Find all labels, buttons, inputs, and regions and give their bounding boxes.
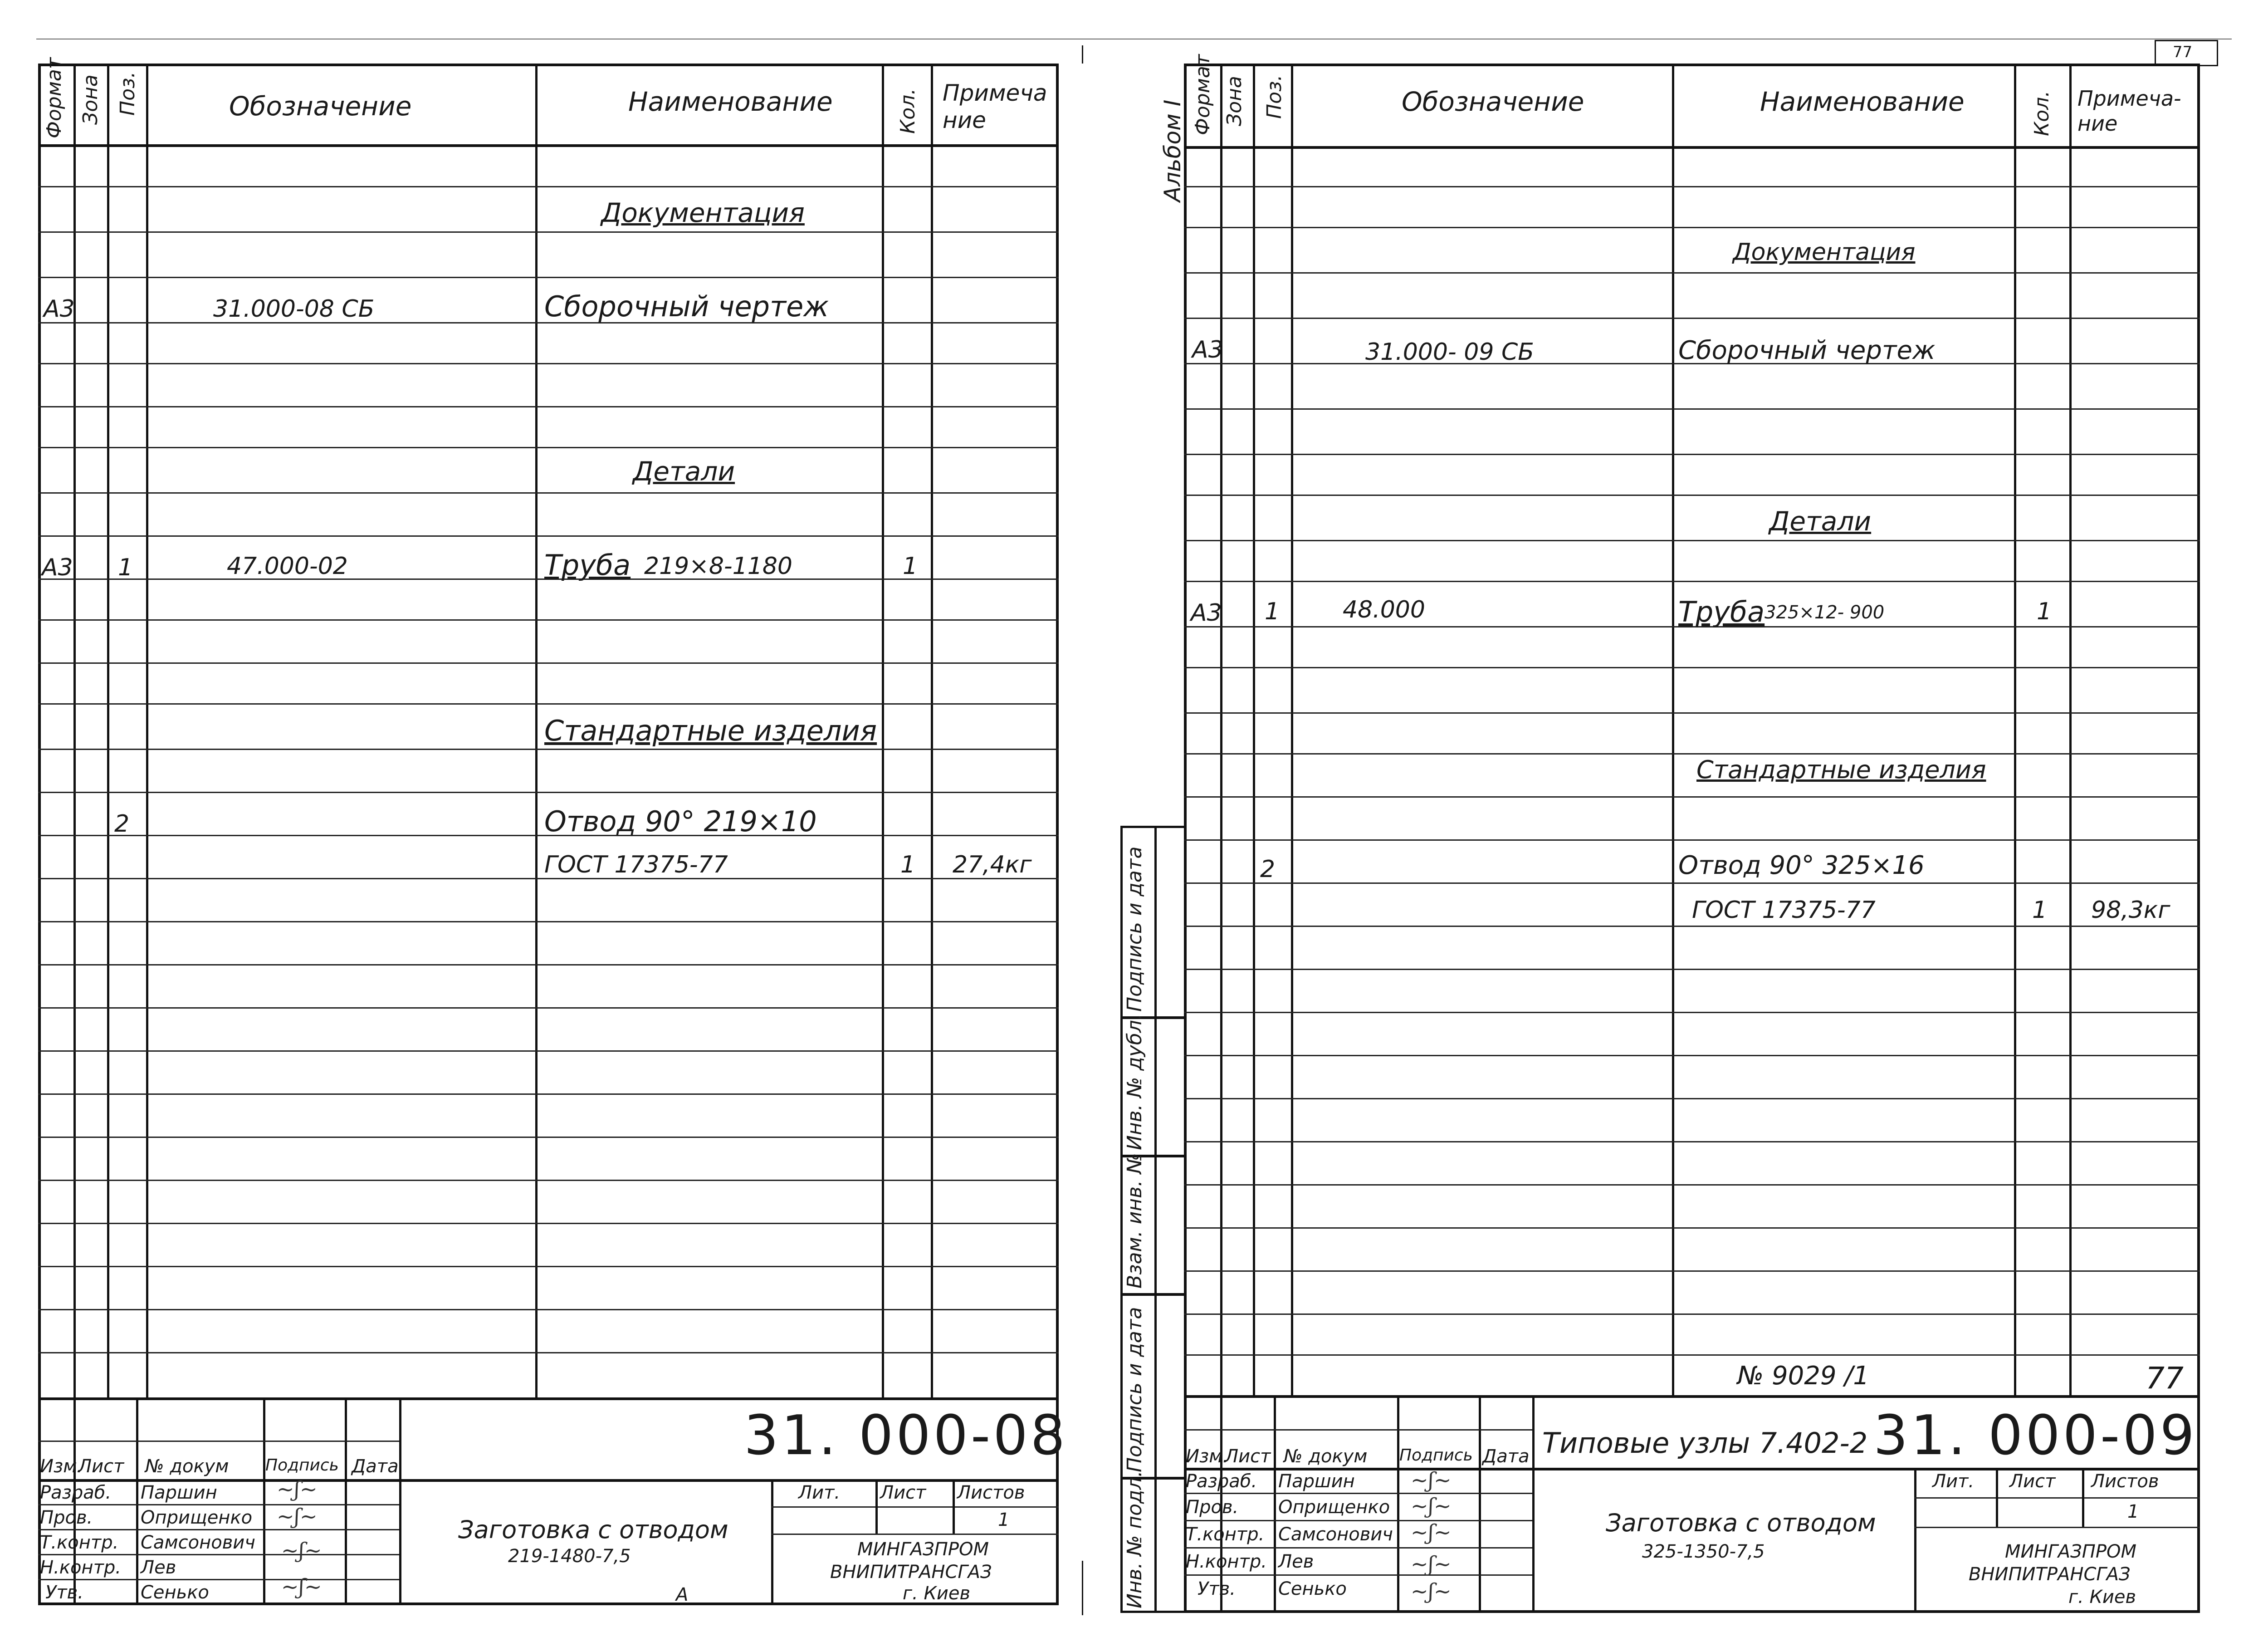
right-org-a: МИНГАЗПРОМ bbox=[2005, 1541, 2136, 1562]
left-row-line bbox=[38, 792, 1059, 793]
right-row-line bbox=[1184, 272, 2200, 274]
right-header-bottom bbox=[1184, 146, 2200, 149]
left-r2-pos: 1 bbox=[118, 554, 133, 581]
right-signature-3: ~ʃ~ bbox=[1411, 1520, 1452, 1544]
left-tb-lit: Лит. bbox=[798, 1482, 841, 1503]
right-tb-col bbox=[1397, 1395, 1399, 1613]
left-header-bottom bbox=[38, 144, 1059, 147]
left-tb-col bbox=[399, 1397, 401, 1605]
left-row-line bbox=[38, 703, 1059, 705]
side-stamp-podpis-2: Подпись и дата bbox=[1123, 1307, 1146, 1472]
left-tb-top bbox=[38, 1397, 1059, 1400]
right-col-name bbox=[2014, 64, 2016, 1395]
left-row-line bbox=[38, 619, 1059, 621]
right-title-a: Заготовка с отводом bbox=[1606, 1509, 1876, 1537]
right-row-line bbox=[1184, 1313, 2200, 1315]
right-row-line bbox=[1184, 926, 2200, 927]
right-row-line bbox=[1184, 1270, 2200, 1272]
left-role-prov: Пров. bbox=[40, 1507, 93, 1528]
album-label: Альбом I bbox=[1159, 99, 1186, 202]
right-row-line bbox=[1184, 667, 2200, 668]
left-stamp-letter: А bbox=[676, 1584, 689, 1605]
right-row-line bbox=[1184, 1012, 2200, 1013]
right-row-line bbox=[1184, 882, 2200, 884]
right-name-2: Оприщенко bbox=[1278, 1497, 1390, 1518]
left-signature-1: ~ʃ~ bbox=[277, 1477, 318, 1501]
right-h-format: Формат bbox=[1191, 54, 1214, 135]
left-h-zone: Зона bbox=[79, 74, 102, 125]
left-row-line bbox=[38, 1093, 1059, 1095]
right-col-pos bbox=[1291, 64, 1293, 1395]
left-h-format: Формат bbox=[43, 57, 66, 138]
left-col-name bbox=[882, 64, 884, 1397]
right-h-zone: Зона bbox=[1223, 76, 1246, 126]
left-r3-pos: 2 bbox=[114, 810, 130, 838]
right-row-line bbox=[1184, 796, 2200, 798]
left-tb-row bbox=[38, 1529, 399, 1530]
left-tb-row bbox=[38, 1579, 399, 1580]
left-row-line bbox=[38, 1007, 1059, 1009]
left-r2-format: А3 bbox=[42, 554, 73, 581]
right-tb-row bbox=[1184, 1493, 1532, 1494]
left-doc-number: 31. 000-08 bbox=[744, 1404, 1068, 1467]
left-r2-name: Труба bbox=[544, 549, 631, 582]
right-tb-sheets-value: 1 bbox=[2127, 1501, 2139, 1522]
left-row-line bbox=[38, 1050, 1059, 1052]
right-row-line bbox=[1184, 227, 2200, 228]
left-signature-2: ~ʃ~ bbox=[277, 1504, 318, 1529]
left-tb-sheet: Лист bbox=[880, 1482, 926, 1503]
right-r2-designation: 48.000 bbox=[1343, 596, 1425, 623]
left-h-pos: Поз. bbox=[116, 71, 139, 116]
left-row-line bbox=[38, 492, 1059, 494]
left-col-zone bbox=[107, 64, 109, 1397]
right-name-5: Сенько bbox=[1278, 1578, 1347, 1599]
right-row-line bbox=[1184, 839, 2200, 841]
left-col-format bbox=[73, 64, 76, 1397]
right-signature-2: ~ʃ~ bbox=[1411, 1494, 1452, 1518]
right-tb-izm: Изм. bbox=[1186, 1446, 1229, 1467]
right-role-prov: Пров. bbox=[1186, 1497, 1239, 1518]
left-row-line bbox=[38, 921, 1059, 922]
right-row-line bbox=[1184, 1354, 2200, 1356]
right-section-std: Стандартные изделия bbox=[1696, 755, 1986, 784]
right-row-line bbox=[1184, 408, 2200, 410]
right-row-line bbox=[1184, 1227, 2200, 1229]
left-row-line bbox=[38, 1309, 1059, 1310]
left-tb-col bbox=[875, 1479, 878, 1534]
right-tb-row bbox=[1184, 1429, 1532, 1431]
left-title-a: Заготовка с отводом bbox=[458, 1515, 728, 1544]
left-name-3: Самсонович bbox=[141, 1532, 255, 1553]
right-tb-col bbox=[1996, 1468, 1998, 1527]
left-section-docs: Документация bbox=[601, 197, 805, 228]
right-title-b: 325-1350-7,5 bbox=[1642, 1541, 1765, 1562]
right-row-line bbox=[1184, 1098, 2200, 1099]
left-row-line bbox=[38, 535, 1059, 537]
right-row-line bbox=[1184, 1141, 2200, 1142]
left-tb-row bbox=[38, 1479, 1059, 1482]
left-tb-list: Лист bbox=[78, 1456, 124, 1477]
right-row-line bbox=[1184, 712, 2200, 714]
left-row-line bbox=[38, 749, 1059, 750]
right-r2-size: 325×12- 900 bbox=[1765, 602, 1885, 623]
right-h-pos: Поз. bbox=[1263, 74, 1286, 119]
left-row-line bbox=[38, 363, 1059, 364]
right-tb-list: Лист bbox=[1225, 1446, 1271, 1467]
left-row-line bbox=[38, 406, 1059, 407]
right-section-docs: Документация bbox=[1733, 239, 1916, 266]
right-row-line bbox=[1184, 1184, 2200, 1186]
left-r1-designation: 31.000-08 СБ bbox=[213, 295, 375, 323]
left-tb-col bbox=[345, 1397, 347, 1605]
right-tb-row bbox=[1914, 1497, 2200, 1499]
right-role-razrab: Разраб. bbox=[1186, 1471, 1257, 1492]
right-tb-row bbox=[1184, 1574, 1532, 1576]
left-tb-col bbox=[771, 1479, 773, 1605]
right-tb-col bbox=[1479, 1395, 1481, 1613]
right-name-4: Лев bbox=[1278, 1551, 1314, 1572]
left-name-2: Оприщенко bbox=[141, 1507, 253, 1528]
right-r1-name: Сборочный чертеж bbox=[1678, 336, 1936, 365]
right-section-parts: Детали bbox=[1769, 506, 1872, 537]
left-tb-sign: Подпись bbox=[265, 1456, 339, 1475]
right-tb-lit: Лит. bbox=[1932, 1471, 1975, 1492]
right-r2-pos: 1 bbox=[1265, 598, 1280, 625]
left-col-pos bbox=[146, 64, 148, 1397]
left-row-line bbox=[38, 1352, 1059, 1353]
left-row-line bbox=[38, 231, 1059, 233]
left-name-1: Паршин bbox=[141, 1482, 217, 1503]
left-r3-note: 27,4кг bbox=[953, 851, 1032, 878]
left-tb-col bbox=[136, 1397, 138, 1605]
left-tb-row bbox=[38, 1554, 399, 1555]
right-row-line bbox=[1184, 318, 2200, 319]
left-tb-doc: № докум bbox=[145, 1456, 229, 1477]
side-stamp-divider bbox=[1154, 826, 1157, 1613]
right-name-3: Самсонович bbox=[1278, 1524, 1393, 1545]
side-stamp-vzam: Взам. инв. № bbox=[1123, 1153, 1146, 1289]
left-section-std: Стандартные изделия bbox=[544, 714, 877, 747]
right-r2-format: А3 bbox=[1191, 599, 1222, 627]
left-signature-4: ~ʃ~ bbox=[281, 1574, 322, 1599]
left-tb-sheets: Листов bbox=[957, 1482, 1025, 1503]
right-tb-row bbox=[1184, 1547, 1532, 1549]
side-stamp-podpis-1: Подпись и дата bbox=[1123, 846, 1146, 1012]
right-h-designation: Обозначение bbox=[1402, 86, 1584, 117]
right-r3-qty: 1 bbox=[2032, 897, 2048, 924]
right-signature-4: ~ʃ~ bbox=[1411, 1552, 1452, 1576]
left-tb-sheets-value: 1 bbox=[998, 1509, 1010, 1530]
right-tb-doc: № докум bbox=[1284, 1446, 1368, 1467]
left-signature-3: ~ʃ~ bbox=[281, 1538, 322, 1563]
left-r2-qty: 1 bbox=[903, 553, 918, 580]
left-col-qty bbox=[931, 64, 933, 1397]
page-number: 77 bbox=[2173, 43, 2193, 61]
left-r2-designation: 47.000-02 bbox=[227, 553, 348, 580]
right-r2-name: Труба bbox=[1678, 595, 1765, 628]
left-role-nkontr: Н.контр. bbox=[40, 1557, 121, 1578]
left-r1-name: Сборочный чертеж bbox=[544, 290, 829, 323]
left-r3-qty: 1 bbox=[900, 851, 916, 878]
right-col-zone bbox=[1253, 64, 1255, 1395]
right-h-note: Примеча- ние bbox=[2077, 86, 2181, 136]
left-role-razrab: Разраб. bbox=[40, 1482, 112, 1503]
left-name-5: Сенько bbox=[141, 1582, 209, 1603]
right-col-format bbox=[1220, 64, 1222, 1395]
right-tb-sign: Подпись bbox=[1399, 1446, 1473, 1465]
right-tb-date: Дата bbox=[1482, 1446, 1530, 1467]
right-signature-1: ~ʃ~ bbox=[1411, 1468, 1452, 1492]
right-name-1: Паршин bbox=[1278, 1471, 1355, 1492]
fold-mark bbox=[1082, 1561, 1083, 1615]
right-r3-name: Отвод 90° 325×16 bbox=[1678, 851, 1925, 880]
left-col-desig bbox=[535, 64, 538, 1397]
right-role-nkontr: Н.контр. bbox=[1186, 1551, 1267, 1572]
right-org-b: ВНИПИТРАНСГАЗ bbox=[1969, 1564, 2131, 1585]
right-h-qty: Кол. bbox=[2030, 90, 2053, 136]
right-row-line bbox=[1184, 753, 2200, 755]
left-h-note: Примеча ние bbox=[943, 80, 1047, 133]
left-tb-izm: Изм. bbox=[40, 1456, 83, 1477]
right-tb-top bbox=[1184, 1395, 2200, 1398]
right-tb-col bbox=[1914, 1468, 1916, 1613]
left-org-c: г. Киев bbox=[903, 1583, 971, 1604]
right-role-tkontr: Т.контр. bbox=[1186, 1524, 1265, 1545]
left-tb-row bbox=[38, 1504, 399, 1505]
left-row-line bbox=[38, 186, 1059, 187]
right-row-line bbox=[1184, 495, 2200, 496]
left-r3-gost: ГОСТ 17375-77 bbox=[544, 851, 728, 878]
left-r1-format: А3 bbox=[44, 295, 75, 323]
left-role-utv: Утв. bbox=[45, 1582, 83, 1603]
right-col-desig bbox=[1672, 64, 1674, 1395]
right-tb-row bbox=[1914, 1527, 2200, 1528]
right-r3-note: 98,3кг bbox=[2091, 897, 2170, 924]
right-doc-number: 31. 000-09 bbox=[1873, 1404, 2198, 1467]
right-r1-designation: 31.000- 09 СБ bbox=[1365, 338, 1534, 366]
left-row-line bbox=[38, 1137, 1059, 1138]
right-inv-number: № 9029 /1 bbox=[1737, 1361, 1869, 1391]
right-signature-5: ~ʃ~ bbox=[1411, 1579, 1452, 1603]
left-h-name: Наименование bbox=[628, 86, 833, 117]
right-r3-gost: ГОСТ 17375-77 bbox=[1692, 897, 1876, 924]
left-tb-col bbox=[953, 1479, 955, 1534]
right-tb-col bbox=[1274, 1395, 1276, 1613]
right-row-line bbox=[1184, 540, 2200, 541]
right-col-qty bbox=[2069, 64, 2072, 1395]
left-row-line bbox=[38, 1266, 1059, 1267]
right-org-c: г. Киев bbox=[2068, 1587, 2136, 1607]
left-tb-date: Дата bbox=[352, 1456, 399, 1477]
left-org-a: МИНГАЗПРОМ bbox=[857, 1539, 989, 1560]
left-name-4: Лев bbox=[141, 1557, 176, 1578]
left-row-line bbox=[38, 277, 1059, 278]
side-stamp-inv-dubl: Инв. № дубл. bbox=[1123, 1013, 1146, 1150]
right-tb-sheets: Листов bbox=[2091, 1471, 2159, 1492]
right-r1-format: А3 bbox=[1192, 336, 1223, 363]
left-h-designation: Обозначение bbox=[229, 91, 412, 122]
left-r2-size: 219×8-1180 bbox=[644, 553, 793, 580]
left-tb-row bbox=[771, 1506, 1059, 1508]
right-tb-col bbox=[2082, 1468, 2084, 1527]
left-tb-row bbox=[771, 1534, 1059, 1535]
right-r3-pos: 2 bbox=[1260, 856, 1276, 883]
right-tb-sheet: Лист bbox=[2009, 1471, 2056, 1492]
left-section-parts: Детали bbox=[633, 456, 735, 487]
side-stamp-row bbox=[1120, 1293, 1186, 1296]
right-sheet-frame bbox=[1184, 64, 2200, 1613]
right-sheet-corner: 77 bbox=[2146, 1361, 2184, 1396]
left-role-tkontr: Т.контр. bbox=[40, 1532, 119, 1553]
right-series: Типовые узлы 7.402-2 bbox=[1542, 1426, 1868, 1460]
right-row-line bbox=[1184, 1055, 2200, 1056]
right-tb-col bbox=[1532, 1395, 1535, 1613]
left-h-qty: Кол. bbox=[896, 88, 919, 134]
left-row-line bbox=[38, 1180, 1059, 1181]
right-tb-row bbox=[1184, 1520, 1532, 1521]
left-title-b: 219-1480-7,5 bbox=[508, 1546, 631, 1567]
fold-mark bbox=[1082, 45, 1083, 64]
right-r2-qty: 1 bbox=[2037, 598, 2052, 625]
right-row-line bbox=[1184, 454, 2200, 455]
right-tb-row bbox=[1184, 1468, 2200, 1470]
right-row-line bbox=[1184, 186, 2200, 187]
right-row-line bbox=[1184, 969, 2200, 970]
right-role-utv: Утв. bbox=[1198, 1578, 1236, 1599]
left-row-line bbox=[38, 662, 1059, 664]
right-h-name: Наименование bbox=[1760, 86, 1965, 117]
left-r3-name: Отвод 90° 219×10 bbox=[544, 805, 817, 838]
left-org-b: ВНИПИТРАНСГАЗ bbox=[830, 1562, 992, 1583]
left-row-line bbox=[38, 447, 1059, 448]
side-stamp-inv-podl: Инв. № подл. bbox=[1123, 1470, 1146, 1608]
left-row-line bbox=[38, 1223, 1059, 1224]
right-row-line bbox=[1184, 581, 2200, 582]
left-tb-row bbox=[38, 1441, 399, 1442]
left-row-line bbox=[38, 964, 1059, 965]
left-tb-col bbox=[263, 1397, 265, 1605]
